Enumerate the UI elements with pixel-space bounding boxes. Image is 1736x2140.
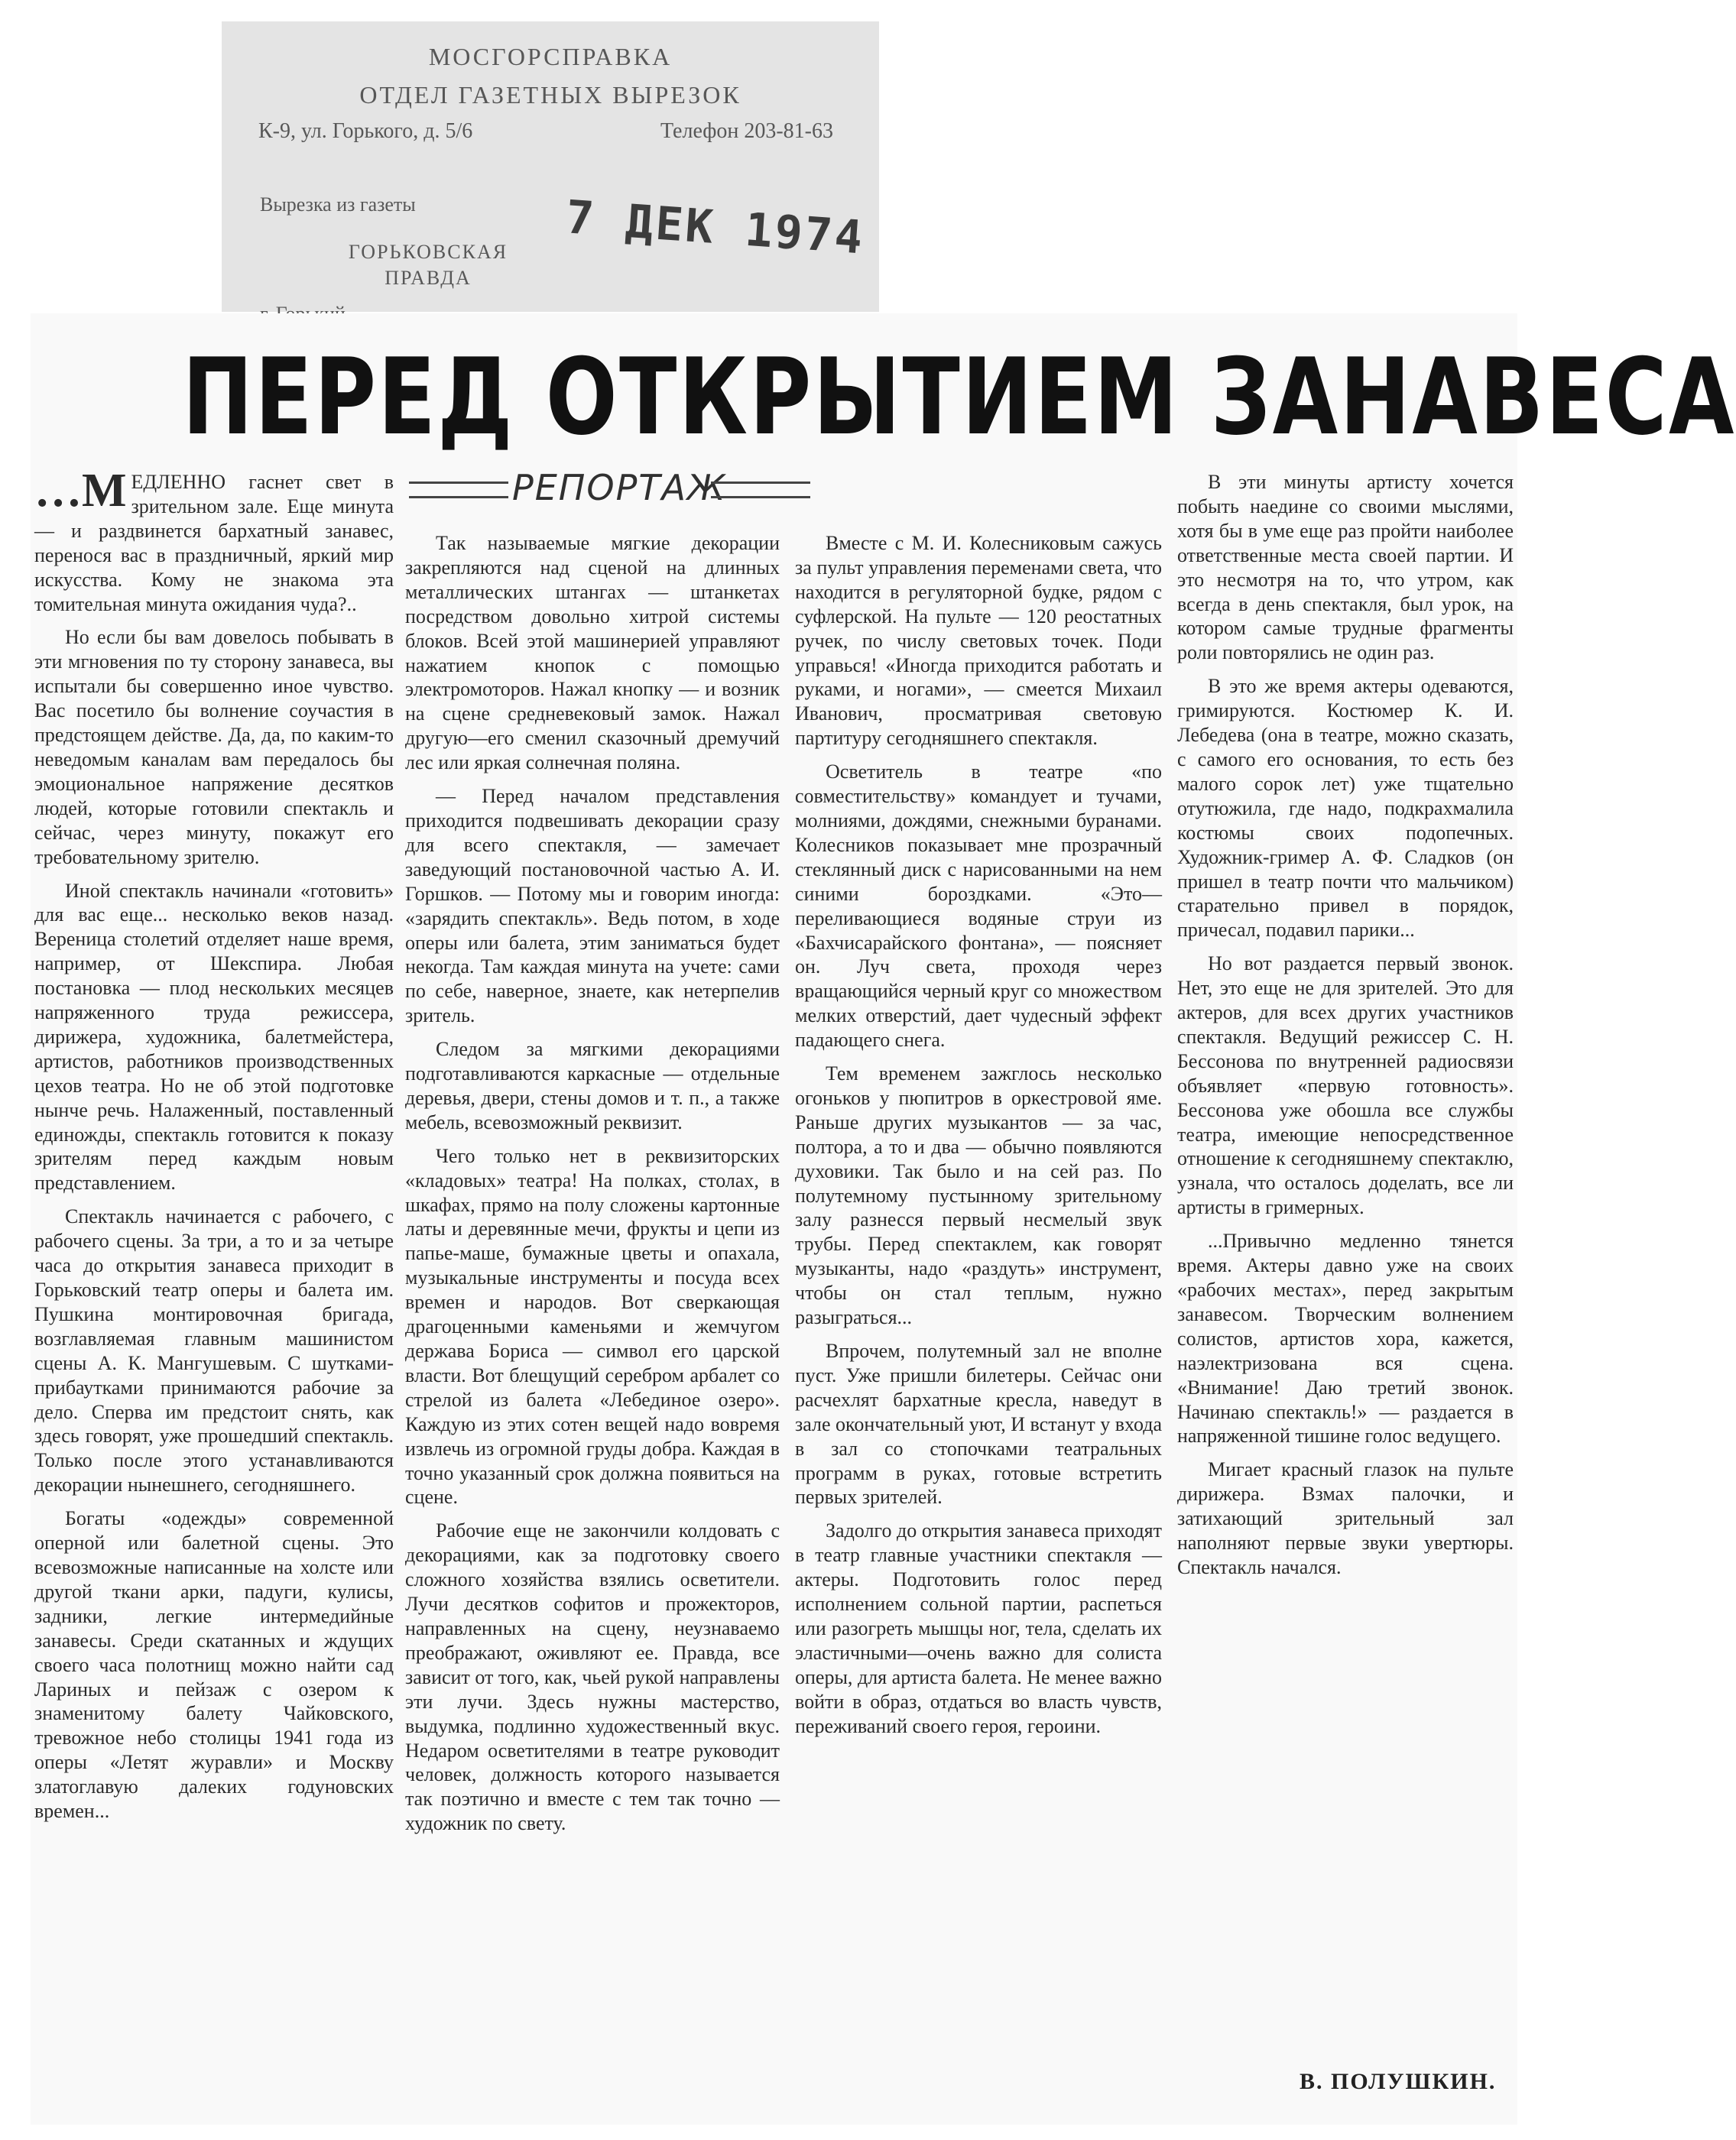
article-paragraph	[795, 531, 1162, 751]
newspaper-clipping	[31, 313, 1736, 2125]
paragraph-text: Иной спектакль начинали «готовить» для вас еще... несколько веков назад. Вереница столетий отделяет наше время, например, от Шекспира. Любая постановка — плод нескольких месяцев напряженного труда режиссера, дирижера, художника, балетмейстера, артистов, работников производственных цехов театра. Но не об этой подготовке нынче речь. Налаженный, поставленный единожды, спектакль готовится к показу зрителям перед каждым новым представлением.	[34, 879, 394, 1195]
article-paragraph	[1177, 1229, 1514, 1448]
article-paragraph	[405, 531, 780, 775]
article-paragraph	[34, 1205, 394, 1497]
paragraph-text: ...Привычно медленно тянется время. Актеры давно уже на своих «рабочих местах», перед закрытым занавесом. Творческим волнением солистов, артистов хора, кажется, наэлектризована вся сцена. «Внимание! Даю третий звонок. Начинаю спектакль!» — раздается в напряженной тишине голос ведущего.	[1177, 1230, 1514, 1448]
article-paragraph	[34, 625, 394, 869]
article-paragraph	[795, 760, 1162, 1052]
paragraph-text: Впрочем, полутемный зал не вполне пуст. Уже пришли билетеры. Сейчас они расчехлят бархатные кресла, наведут в зале окончательный уют, И встанут у входа в зал со стопочками театральных программ в руках, готовые встретить первых зрителей.	[795, 1340, 1162, 1509]
article-paragraph	[34, 1506, 394, 1824]
article-paragraph	[1177, 470, 1514, 665]
paragraph-text: Спектакль начинается с рабочего, с рабочего сцены. За три, а то и за четыре часа до открытия занавеса приходит в Горьковский театр оперы и балета им. Пушкина монтировочная бригада, возглавляемая главным машинистом сцены А. К. Мангушевым. С шутками-прибаутками принимаются рабочие за дело. Сперва им предстоит снять, как здесь говорят, уже прошедший спектакль. Только после этого устанавливаются декорации нынешнего, сегодняшнего.	[34, 1205, 394, 1496]
stamp-agency: МОСГОРСПРАВКА	[428, 43, 673, 70]
paragraph-text: В эти минуты артисту хочется побыть наедине со своими мыслями, хотя бы в уме еще раз пройти наиболее ответственные места своей партии. И это несмотря на то, что утром, как всегда в день спектакля, был урок, на котором самые трудные фрагменты роли повторялись не один раз.	[1177, 471, 1514, 664]
paragraph-text: Следом за мягкими декорациями подготавливаются каркасные — отдельные деревья, двери, стены домов и т. п., а также мебель, всевозможный реквизит.	[405, 1038, 780, 1133]
article-paragraph	[1177, 952, 1514, 1220]
paragraph-text: Задолго до открытия занавеса приходят в театр главные участники спектакля — актеры. Подготовить голос перед исполнением сольной партии, распеться или разогреть мышцы ног, тела, сделать их эластичными—очень важно для солиста оперы, для артиста балета. Не менее важно войти в образ, отдаться во власть чувств, переживаний своего героя, героини.	[795, 1519, 1162, 1737]
article-headline: ПЕРЕД ОТКРЫТИЕМ ЗАНАВЕСА	[182, 336, 1736, 459]
article-paragraph	[34, 465, 394, 616]
paragraph-text: Мигает красный глазок на пульте дирижера. Взмах палочки, и затихающий зрительный зал наполняют первые звуки увертюры. Спектакль начался.	[1177, 1458, 1514, 1578]
article-column-4	[1177, 470, 1514, 2060]
stamp-date: 7 ДЕК 1974	[564, 190, 867, 265]
article-paragraph	[795, 1519, 1162, 1738]
paragraph-text: — Перед началом представления приходится подвешивать декорации сразу для всего спектакля, — замечает заведующий постановочной частью А. И. Горшков. — Потому мы и говорим иногда: «зарядить спектакль». Ведь потом, в ходе оперы или балета, этим заниматься будет некогда. Там каждая минута на учете: сами по себе, наверное, знаете, как нетерпелив зритель.	[405, 785, 780, 1027]
paragraph-text: Но если бы вам довелось побывать в эти мгновения по ту сторону занавеса, вы испытали бы совершенно иное чувство. Вас посетило бы волнение соучастия в предстоящем действе. Да, да, по каким-то неведомым каналам вам передалось бы эмоциональное напряжение десятков людей, которые готовили спектакль и сейчас, через минуту, покажут его требовательному зрителю.	[34, 626, 394, 868]
article-column-2	[405, 531, 780, 2121]
stamp-paper-name: ГОРЬКОВСКАЯ ПРАВДА	[348, 241, 508, 289]
article-paragraph	[405, 784, 780, 1028]
stamp-department: ОТДЕЛ ГАЗЕТНЫХ ВЫРЕЗОК	[359, 81, 741, 109]
paragraph-text: Рабочие еще не закончили колдовать с декорациями, как за подготовку своего сложного хозяйства взялись осветители. Лучи десятков софитов и прожекторов, направленных на сцену, неузнаваемо преображают, оживляют ее. Правда, все зависит от того, как, чьей рукой направлены эти лучи. Здесь нужны мастерство, выдумка, подлинно художественный вкус. Недаром осветителями в театре руководит человек, должность которого называется так поэтично и вместе с тем так точно — художник по свету.	[405, 1519, 780, 1835]
paragraph-text: Так называемые мягкие декорации закрепляются над сценой на длинных металлических штангах — штанкетах посредством довольно хитрой системы блоков. Всей этой машинерией управляют нажатием кнопок с помощью электромоторов. Нажал кнопку — и возник на сцене средневековый замок. Нажал другую—его сменил сказочный дремучий лес или яркая солнечная поляна.	[405, 532, 780, 774]
rubric-rule-left	[409, 481, 508, 498]
paragraph-text: В это же время актеры одеваются, гримируются. Костюмер К. И. Лебедева (она в театре, можно сказать, с самого его основания, то есть без малого сорок лет) уже тщательно отутюжила, где надо, подкрахмалила костюмы своих подопечных. Художник-гример А. Ф. Сладков (он пришел в театр почти что мальчиком) старательно привел в порядок, причесал, подавил парики...	[1177, 675, 1514, 942]
paragraph-text: Чего только нет в реквизиторских «кладовых» театра! На полках, столах, в шкафах, прямо на полу сложены картонные латы и деревянные мечи, фрукты и цепи из папье-маше, бумажные цветы и опахала, музыкальные инструменты и посуда всех времен и народов. Вот сверкающая драгоценными каменьями и жемчугом держава Бориса — символ его царской власти. Вот блещущий серебром арбалет со стрелой из балета «Лебединое озеро». Каждую из этих сотен вещей надо вовремя извлечь из огромной груды добра. Каждая в точно указанный срок должна появиться на сцене.	[405, 1144, 780, 1509]
rubric-word: РЕПОРТАЖ	[512, 467, 727, 508]
rubric-label	[409, 466, 810, 512]
stamp-phone: Телефон 203-81-63	[660, 119, 833, 143]
stamp-address: К-9, ул. Горького, д. 5/6	[258, 119, 473, 143]
rubric-rule-right	[711, 481, 810, 498]
article-paragraph	[795, 1339, 1162, 1509]
paragraph-text: Но вот раздается первый звонок. Нет, это еще не для зрителей. Это для актеров, для всех других участников спектакля. Ведущий режиссер С. Н. Бессонова по внутренней радиосвязи объявляет «первую готовность». Бессонова уже обошла все службы театра, имеющие непосредственное отношение к сегодняшнему спектаклю, узнала, что осталось доделать, все ли артисты в гримерных.	[1177, 952, 1514, 1219]
author-signature: В. ПОЛУШКИН.	[1300, 2069, 1497, 2094]
archive-stamp	[222, 21, 879, 312]
article-paragraph	[34, 879, 394, 1196]
article-paragraph	[405, 1037, 780, 1135]
drop-cap: …М	[34, 465, 127, 517]
article-paragraph	[405, 1519, 780, 1836]
paragraph-text: Осветитель в театре «по совместительству» командует и тучами, молниями, дождями, снежными буранами. Колесников показывает мне прозрачный стеклянный диск с нарисованными на нем синими бороздками. «Это—переливающиеся водяные струи из «Бахчисарайского фонтана», — поясняет он. Луч света, проходя через вращающийся черный круг со множеством мелких отверстий, дает чудесный эффект падающего снега.	[795, 760, 1162, 1052]
article-paragraph	[1177, 1457, 1514, 1580]
paragraph-text: Вместе с М. И. Колесниковым сажусь за пульт управления переменами света, что находится в регуляторной будке, рядом с суфлерской. На пульте — 120 реостатных ручек, по числу световых точек. Поди управься! «Иногда приходится работать и руками, и ногами», — смеется Михаил Иванович, просматривая световую партитуру сегодняшнего спектакля.	[795, 532, 1162, 750]
article-paragraph	[405, 1144, 780, 1510]
paragraph-text: Богаты «одежды» современной оперной или балетной сцены. Это всевозможные написанные на холсте или другой ткани арки, падуги, кулисы, задники, легкие интермедийные занавесы. Среди скатанных и ждущих своего часа полотнищ можно найти сад Лариных и пейзаж с озером к знаменитому балету Чайковского, тревожное небо столицы 1941 года из оперы «Летят журавли» и Москву златоглавую далеких годуновских времен...	[34, 1507, 394, 1823]
article-paragraph	[795, 1062, 1162, 1330]
stamp-cut-label: Вырезка из газеты	[260, 193, 416, 216]
article-column-1	[34, 465, 394, 2121]
paragraph-text: Тем временем зажглось несколько огоньков у пюпитров в оркестровой яме. Раньше других музыкантов — за час, полтора, а то и два — обычно появляются духовики. Так было и на сей раз. По полутемному пустынному зрительному залу разнесся первый несмелый звук трубы. Перед спектаклем, как говорят музыканты, надо «раздуть» инструмент, чтобы он стал теплым, нужно разыграться...	[795, 1062, 1162, 1329]
article-column-3	[795, 531, 1162, 2121]
paragraph-text: ЕДЛЕННО гаснет свет в зрительном зале. Еще минута — и раздвинется бархатный занавес, перенося вас в праздничный, яркий мир искусства. Кому не знакома эта томительная минута ожидания чуда?..	[34, 471, 394, 615]
article-paragraph	[1177, 674, 1514, 942]
